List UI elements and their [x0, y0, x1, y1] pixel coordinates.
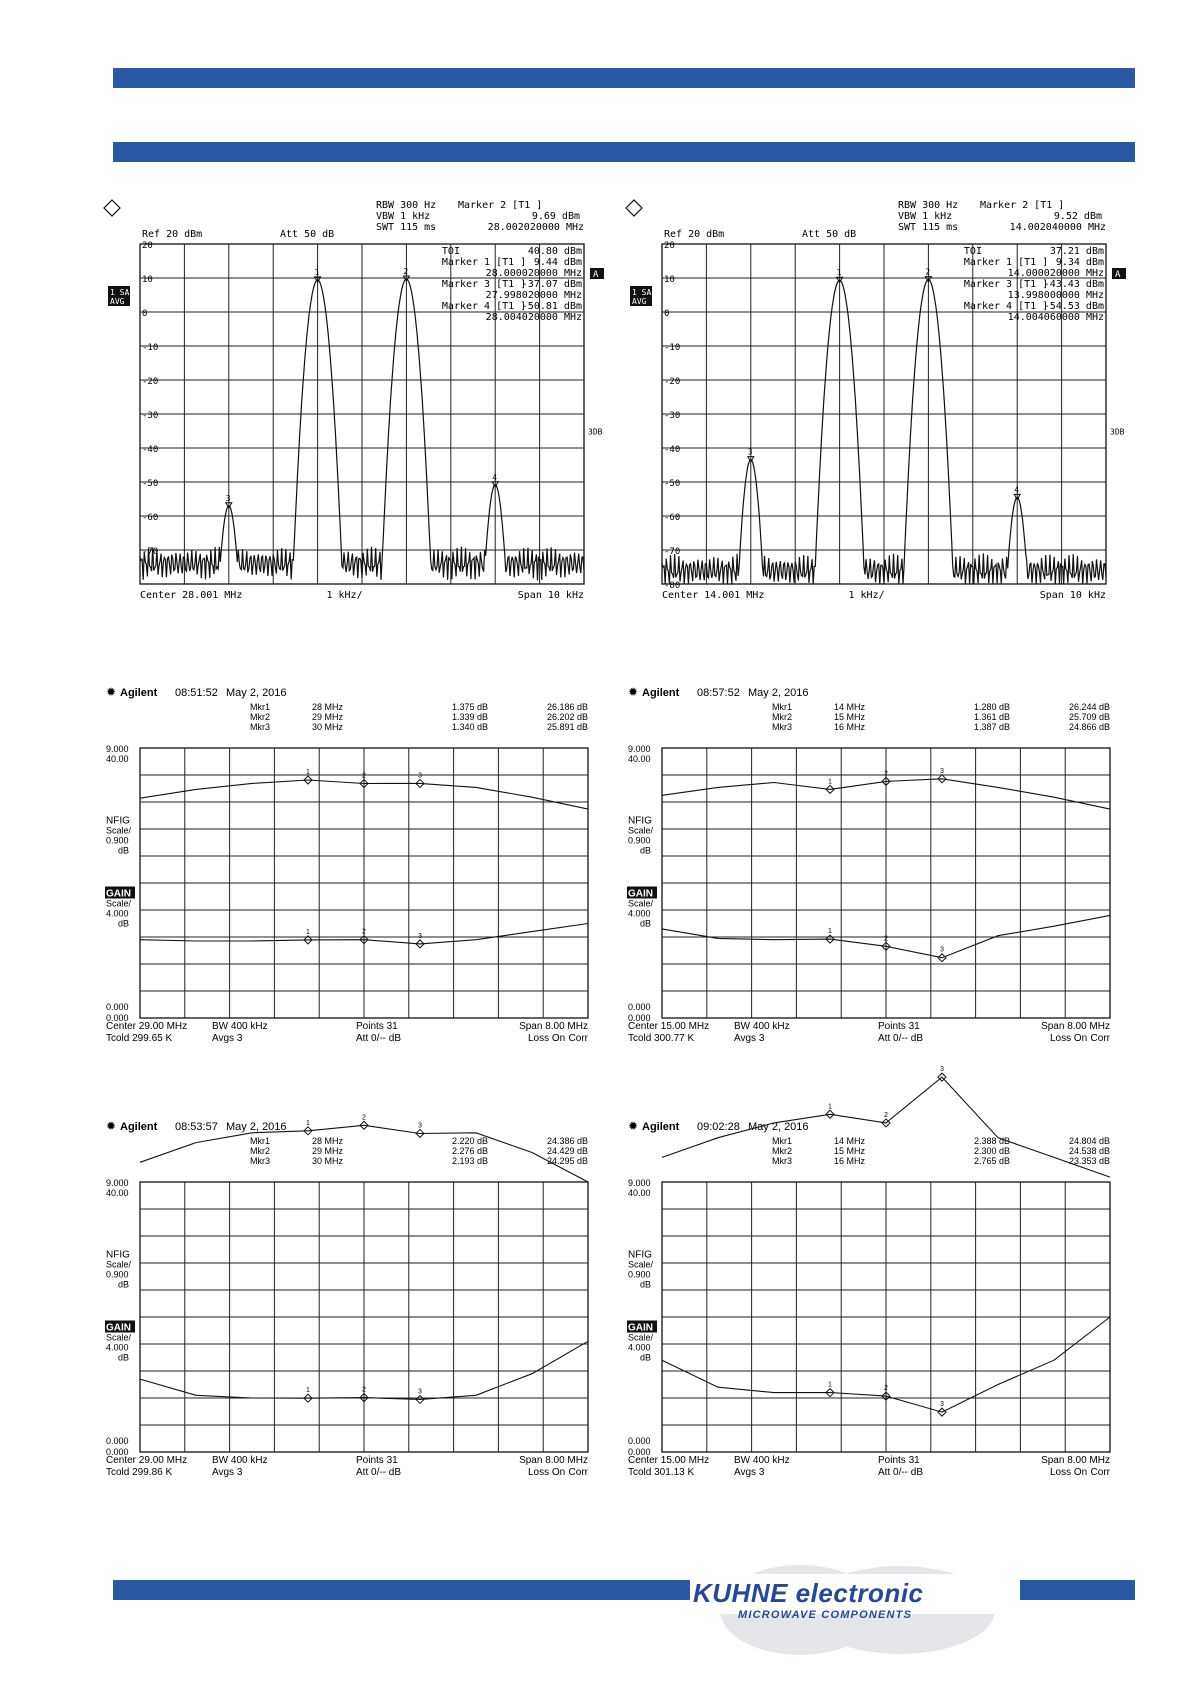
marker-gain: 24.386 dB [546, 1136, 588, 1146]
nf-marker-label: 3 [940, 1066, 944, 1074]
gain-unit: dB [118, 1352, 130, 1363]
nf-panel-3 [100, 1116, 600, 1488]
time-label: 08:53:57 [175, 1121, 218, 1133]
gain-unit: dB [118, 918, 130, 929]
right-tag-a: A [1115, 270, 1121, 280]
y-tick-label: -10 [142, 343, 159, 353]
side-tag-avg: AVG [632, 297, 647, 306]
sun-icon: ✹ [628, 1119, 639, 1133]
tcold-label: Tcold 301.13 K [628, 1467, 695, 1478]
header-bar-top [113, 68, 1135, 88]
marker-name: Mkr1 [250, 1136, 270, 1146]
gain-marker-label: 2 [884, 935, 888, 943]
readout-value: 40.80 dBm [527, 246, 582, 257]
y-tick-label: -10 [664, 343, 681, 353]
nf-scale-value: 0.900 [106, 835, 129, 846]
marker-name: Mkr2 [250, 1146, 270, 1156]
division-label: 1 kHz/ [848, 590, 885, 601]
marker-nf: 2.388 dB [974, 1136, 1011, 1146]
rbw-label: RBW 300 Hz [376, 200, 437, 211]
gain-marker-label: 3 [418, 932, 422, 940]
marker-freq: 30 MHz [312, 1156, 344, 1166]
y-tick-label: -20 [664, 377, 681, 387]
readout-value: -50.81 dBm [521, 301, 582, 312]
time-label: 08:51:52 [175, 687, 218, 699]
marker-nf: 2.300 dB [974, 1146, 1011, 1156]
logo-subtitle: MICROWAVE COMPONENTS [738, 1609, 913, 1621]
bottom-nf-label: 0.000 [628, 1002, 651, 1012]
brand-label: Agilent [120, 687, 158, 699]
gain-scale-label: Scale/ [628, 1332, 654, 1343]
nf-marker-label: 1 [828, 778, 832, 786]
marker-freq: 29 MHz [312, 712, 344, 722]
marker-head-label: Marker 2 [T1 ] [980, 200, 1065, 211]
att-label: Att 0/-- dB [878, 1033, 924, 1044]
corr-label: Corr [568, 1033, 588, 1044]
marker-label: 2 [403, 267, 409, 277]
loss-label: Loss On [528, 1467, 566, 1478]
gain-marker-label: 3 [418, 1388, 422, 1396]
gain-scale-value: 4.000 [628, 908, 651, 919]
bottom-nf-label: 0.000 [106, 1002, 129, 1012]
y-tick-label: -50 [142, 479, 159, 489]
nf-unit: dB [640, 845, 652, 856]
marker-label: 2 [925, 267, 931, 277]
header-bar-second [113, 142, 1135, 162]
nf-marker-label: 3 [940, 767, 944, 775]
center-label: Center 29.00 MHz [106, 1021, 188, 1032]
nf-unit: dB [640, 1279, 652, 1290]
marker-label: 3 [747, 447, 753, 457]
marker-name: Mkr1 [772, 702, 792, 712]
y-tick-label: -70 [664, 547, 681, 557]
bw-label: BW 400 kHz [212, 1455, 268, 1466]
time-label: 08:57:52 [697, 687, 740, 699]
side-tag-sa: 1 SA [632, 288, 652, 297]
span-label: Span 8.00 MHz [519, 1021, 588, 1032]
bottom-nf-label: 0.000 [628, 1436, 651, 1446]
avgs-label: Avgs 3 [212, 1467, 243, 1478]
att-label: Att 0/-- dB [356, 1033, 402, 1044]
span-label: Span 8.00 MHz [1041, 1021, 1110, 1032]
marker-label: 1 [314, 267, 320, 277]
avgs-label: Avgs 3 [212, 1033, 243, 1044]
marker-head-label: Marker 2 [T1 ] [458, 200, 543, 211]
nf-chart-1 [100, 682, 600, 1054]
marker-name: Mkr1 [250, 702, 270, 712]
readout-value: 13.998000000 MHz [1007, 290, 1104, 301]
top-gain-label: 40.00 [106, 754, 129, 764]
marker-name: Mkr2 [250, 712, 270, 722]
brand-label: Agilent [120, 1121, 158, 1133]
y-tick-label: -60 [664, 513, 681, 523]
marker-gain: 26.202 dB [546, 712, 588, 722]
top-nf-label: 9.000 [628, 1178, 651, 1188]
bottom-gain-label: 0.000 [106, 1447, 129, 1457]
y-tick-label: -40 [142, 445, 159, 455]
gain-scale-value: 4.000 [106, 1342, 129, 1353]
nf-panel-4 [622, 1066, 1122, 1488]
marker-gain: 24.866 dB [1068, 722, 1110, 732]
y-tick-label: -40 [664, 445, 681, 455]
date-label: May 2, 2016 [748, 687, 809, 699]
nf-scale-value: 0.900 [628, 835, 651, 846]
marker-nf: 2.193 dB [452, 1156, 489, 1166]
marker-name: Mkr3 [250, 1156, 270, 1166]
readout-value: 27.998020000 MHz [485, 290, 582, 301]
marker-nf: 1.340 dB [452, 722, 489, 732]
points-label: Points 31 [878, 1455, 920, 1466]
rs-logo-icon [104, 200, 120, 216]
gain-unit: dB [640, 918, 652, 929]
marker-head-value: 9.52 dBm [1053, 211, 1102, 222]
date-label: May 2, 2016 [226, 687, 287, 699]
marker-label: 1 [836, 268, 842, 278]
marker-name: Mkr1 [772, 1136, 792, 1146]
spectrum-chart-1 [100, 194, 610, 609]
y-tick-label: -70 [142, 547, 159, 557]
loss-label: Loss On [528, 1033, 566, 1044]
nf-panel-2 [622, 682, 1122, 1054]
y-tick-label: -30 [142, 411, 159, 421]
y-tick-label: 0 [142, 309, 148, 319]
marker-head-value: 9.69 dBm [531, 211, 580, 222]
brand-label: Agilent [642, 687, 680, 699]
bottom-nf-label: 0.000 [106, 1436, 129, 1446]
y-tick-label: 10 [142, 275, 153, 285]
marker-gain: 23.353 dB [1068, 1156, 1110, 1166]
gain-marker-label: 1 [828, 1381, 832, 1389]
side-tag-avg: AVG [110, 297, 125, 306]
top-nf-label: 9.000 [106, 1178, 129, 1188]
marker-freq: 15 MHz [834, 712, 866, 722]
trace-tag: 3DB [588, 427, 603, 437]
date-label: May 2, 2016 [748, 1121, 809, 1133]
readout-label: Marker 3 [T1 ] [441, 279, 527, 290]
readout-label: TOI [963, 246, 982, 257]
y-tick-label: -30 [664, 411, 681, 421]
gain-scale-value: 4.000 [106, 908, 129, 919]
marker-freq: 28 MHz [312, 1136, 344, 1146]
readout-value: 28.004020000 MHz [485, 312, 582, 323]
center-freq-label: Center 28.001 MHz [140, 590, 243, 601]
marker-head-freq: 14.002040000 MHz [1009, 222, 1106, 233]
bw-label: BW 400 kHz [734, 1021, 790, 1032]
marker-label: 3 [225, 493, 231, 503]
loss-label: Loss On [1050, 1033, 1088, 1044]
gain-marker-label: 1 [828, 928, 832, 936]
gain-unit: dB [640, 1352, 652, 1363]
marker-gain: 25.709 dB [1068, 712, 1110, 722]
marker-gain: 24.538 dB [1068, 1146, 1110, 1156]
y-tick-label: -50 [664, 479, 681, 489]
y-tick-label: -60 [142, 513, 159, 523]
top-nf-label: 9.000 [106, 744, 129, 754]
gain-marker-label: 2 [362, 1386, 366, 1394]
nf-marker-label: 3 [418, 772, 422, 780]
readout-value: 9.34 dBm [1055, 257, 1104, 268]
gain-scale-label: Scale/ [628, 898, 654, 909]
rbw-label: RBW 300 Hz [898, 200, 959, 211]
marker-nf: 1.361 dB [974, 712, 1011, 722]
marker-nf: 1.280 dB [974, 702, 1011, 712]
gain-label: GAIN [628, 1322, 653, 1334]
marker-nf: 1.339 dB [452, 712, 489, 722]
readout-value: 28.000020000 MHz [485, 268, 582, 279]
gain-label: GAIN [106, 1322, 131, 1334]
marker-freq: 30 MHz [312, 722, 344, 732]
marker-label: 4 [492, 472, 498, 482]
readout-value: -54.53 dBm [1043, 301, 1104, 312]
marker-nf: 2.276 dB [452, 1146, 489, 1156]
y-tick-label: 0 [664, 309, 670, 319]
avgs-label: Avgs 3 [734, 1467, 765, 1478]
marker-freq: 16 MHz [834, 722, 866, 732]
avgs-label: Avgs 3 [734, 1033, 765, 1044]
nf-marker-label: 1 [828, 1103, 832, 1111]
top-gain-label: 40.00 [106, 1188, 129, 1198]
center-label: Center 29.00 MHz [106, 1455, 188, 1466]
marker-freq: 14 MHz [834, 1136, 866, 1146]
nf-scale-label: Scale/ [628, 825, 654, 836]
nf-chart-3 [100, 1116, 600, 1488]
ref-level-label: Ref 20 dBm [664, 229, 725, 240]
division-label: 1 kHz/ [326, 590, 363, 601]
marker-gain: 26.244 dB [1068, 702, 1110, 712]
swt-label: SWT 115 ms [898, 222, 959, 233]
corr-label: Corr [568, 1467, 588, 1478]
spectrum-panel-2 [622, 194, 1132, 609]
readout-label: Marker 1 [T1 ] [441, 257, 527, 268]
ref-level-label: Ref 20 dBm [142, 229, 203, 240]
top-nf-label: 9.000 [628, 744, 651, 754]
noise-figure-trace [140, 1125, 588, 1182]
nf-panel-1 [100, 682, 600, 1054]
bw-label: BW 400 kHz [212, 1021, 268, 1032]
nf-marker-label: 2 [362, 772, 366, 780]
bottom-gain-label: 0.000 [628, 1447, 651, 1457]
readout-value: -43.43 dBm [1043, 279, 1104, 290]
rs-logo-icon [626, 200, 642, 216]
marker-name: Mkr2 [772, 712, 792, 722]
nf-scale-label: Scale/ [106, 1259, 132, 1270]
span-label: Span 8.00 MHz [1041, 1455, 1110, 1466]
nf-scale-value: 0.900 [628, 1269, 651, 1280]
marker-nf: 2.765 dB [974, 1156, 1011, 1166]
points-label: Points 31 [878, 1021, 920, 1032]
corr-label: Corr [1090, 1467, 1110, 1478]
marker-freq: 16 MHz [834, 1156, 866, 1166]
vbw-label: VBW 1 kHz [376, 211, 431, 222]
span-label: Span 10 kHz [517, 590, 584, 601]
nf-chart-2 [622, 682, 1122, 1054]
top-gain-label: 40.00 [628, 1188, 651, 1198]
nf-marker-label: 3 [418, 1122, 422, 1130]
nf-chart-4 [622, 1066, 1122, 1488]
gain-marker-label: 2 [362, 928, 366, 936]
readout-label: Marker 3 [T1 ] [963, 279, 1049, 290]
span-label: Span 8.00 MHz [519, 1455, 588, 1466]
marker-name: Mkr3 [772, 722, 792, 732]
marker-freq: 29 MHz [312, 1146, 344, 1156]
marker-freq: 28 MHz [312, 702, 344, 712]
marker-name: Mkr3 [772, 1156, 792, 1166]
sun-icon: ✹ [628, 685, 639, 699]
vbw-label: VBW 1 kHz [898, 211, 953, 222]
gain-scale-label: Scale/ [106, 1332, 132, 1343]
tcold-label: Tcold 299.86 K [106, 1467, 173, 1478]
marker-freq: 15 MHz [834, 1146, 866, 1156]
nf-marker-label: 1 [306, 769, 310, 777]
nf-unit: dB [118, 1279, 130, 1290]
swt-label: SWT 115 ms [376, 222, 437, 233]
gain-scale-label: Scale/ [106, 898, 132, 909]
logo-name: KUHNE electronic [693, 1578, 924, 1608]
y-tick-label: 20 [664, 241, 675, 251]
marker-gain: 24.429 dB [546, 1146, 588, 1156]
center-label: Center 15.00 MHz [628, 1021, 710, 1032]
sun-icon: ✹ [106, 1119, 117, 1133]
readout-value: -37.07 dBm [521, 279, 582, 290]
marker-name: Mkr2 [772, 1146, 792, 1156]
nf-marker-label: 2 [884, 770, 888, 778]
nfig-label: NFIG [628, 1249, 652, 1261]
side-tag-sa: 1 SA [110, 288, 130, 297]
nf-scale-label: Scale/ [106, 825, 132, 836]
y-tick-label: 20 [142, 241, 153, 251]
readout-label: Marker 1 [T1 ] [963, 257, 1049, 268]
marker-gain: 25.891 dB [546, 722, 588, 732]
loss-label: Loss On [1050, 1467, 1088, 1478]
nfig-label: NFIG [628, 815, 652, 827]
readout-label: Marker 4 [T1 ] [441, 301, 527, 312]
marker-head-freq: 28.002020000 MHz [487, 222, 584, 233]
marker-gain: 26.186 dB [546, 702, 588, 712]
time-label: 09:02:28 [697, 1121, 740, 1133]
nf-unit: dB [118, 845, 130, 856]
marker-name: Mkr3 [250, 722, 270, 732]
center-freq-label: Center 14.001 MHz [662, 590, 765, 601]
points-label: Points 31 [356, 1021, 398, 1032]
bottom-gain-label: 0.000 [628, 1013, 651, 1023]
bottom-gain-label: 0.000 [106, 1013, 129, 1023]
top-gain-label: 40.00 [628, 754, 651, 764]
y-tick-label: 10 [664, 275, 675, 285]
right-tag-a: A [593, 270, 599, 280]
nf-marker-label: 1 [306, 1119, 310, 1127]
gain-marker-label: 1 [306, 1387, 310, 1395]
gain-label: GAIN [106, 888, 131, 900]
nf-scale-value: 0.900 [106, 1269, 129, 1280]
att-label: Att 0/-- dB [878, 1467, 924, 1478]
date-label: May 2, 2016 [226, 1121, 287, 1133]
spectrum-chart-2 [622, 194, 1132, 609]
marker-gain: 24.295 dB [546, 1156, 588, 1166]
bw-label: BW 400 kHz [734, 1455, 790, 1466]
span-label: Span 10 kHz [1039, 590, 1106, 601]
gain-scale-value: 4.000 [628, 1342, 651, 1353]
sun-icon: ✹ [106, 685, 117, 699]
gain-marker-label: 3 [940, 946, 944, 954]
nf-scale-label: Scale/ [628, 1259, 654, 1270]
gain-label: GAIN [628, 888, 653, 900]
attenuation-label: Att 50 dB [280, 229, 335, 240]
marker-freq: 14 MHz [834, 702, 866, 712]
trace-tag: 3DB [1110, 427, 1125, 437]
spectrum-panel-1 [100, 194, 610, 609]
nf-marker-label: 2 [362, 1114, 366, 1122]
readout-value: 14.000020000 MHz [1007, 268, 1104, 279]
points-label: Points 31 [356, 1455, 398, 1466]
brand-label: Agilent [642, 1121, 680, 1133]
gain-marker-label: 1 [306, 928, 310, 936]
corr-label: Corr [1090, 1033, 1110, 1044]
readout-value: 14.004060000 MHz [1007, 312, 1104, 323]
gain-marker-label: 3 [940, 1401, 944, 1409]
y-tick-label: -20 [142, 377, 159, 387]
readout-label: Marker 4 [T1 ] [963, 301, 1049, 312]
marker-label: 4 [1014, 485, 1020, 495]
tcold-label: Tcold 300.77 K [628, 1033, 695, 1044]
tcold-label: Tcold 299.65 K [106, 1033, 173, 1044]
att-label: Att 0/-- dB [356, 1467, 402, 1478]
nfig-label: NFIG [106, 1249, 130, 1261]
nfig-label: NFIG [106, 815, 130, 827]
marker-gain: 24.804 dB [1068, 1136, 1110, 1146]
marker-nf: 2.220 dB [452, 1136, 489, 1146]
center-label: Center 15.00 MHz [628, 1455, 710, 1466]
readout-value: 9.44 dBm [533, 257, 582, 268]
readout-value: 37.21 dBm [1049, 246, 1104, 257]
y-tick-label: -80 [664, 581, 681, 591]
gain-marker-label: 2 [884, 1385, 888, 1393]
marker-nf: 1.387 dB [974, 722, 1011, 732]
readout-label: TOI [441, 246, 460, 257]
marker-nf: 1.375 dB [452, 702, 489, 712]
attenuation-label: Att 50 dB [802, 229, 857, 240]
nf-marker-label: 2 [884, 1111, 888, 1119]
